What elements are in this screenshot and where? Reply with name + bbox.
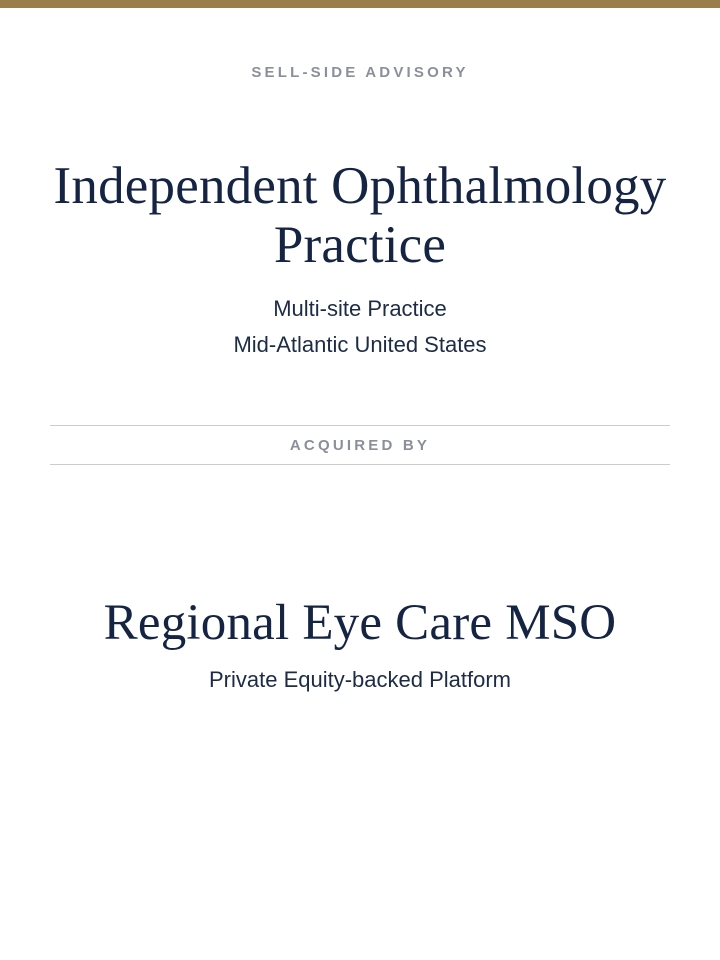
seller-descriptor-line-2: Mid-Atlantic United States	[233, 331, 487, 357]
buyer-block	[0, 595, 720, 693]
buyer-name: Regional Eye Care MSO	[103, 594, 617, 651]
seller-name: Independent Ophthalmology Practice	[53, 157, 667, 275]
transaction-label: ACQUIRED BY	[290, 426, 430, 464]
buyer-descriptor: Private Equity-backed Platform	[208, 666, 512, 692]
advisory-type-eyebrow: SELL-SIDE ADVISORY	[251, 64, 469, 81]
seller-descriptor-line-1: Multi-site Practice	[273, 295, 447, 321]
seller-descriptor	[0, 293, 720, 361]
accent-top-rule	[0, 0, 720, 8]
seller-block	[0, 157, 720, 361]
transaction-divider	[50, 425, 670, 465]
divider-line-bottom	[50, 464, 670, 465]
